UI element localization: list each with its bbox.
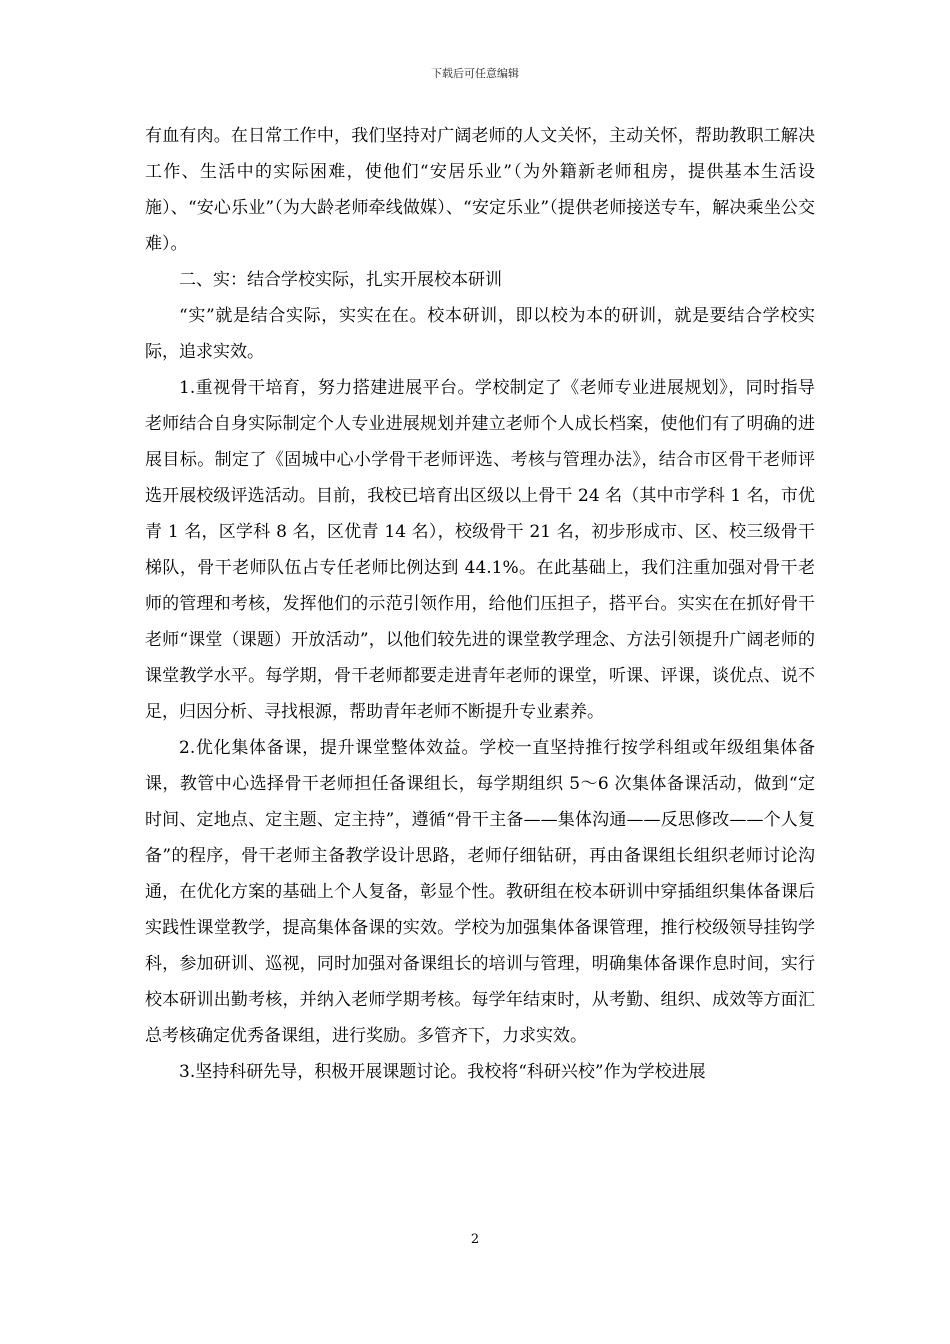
paragraph-4: 1.重视骨干培育，努力搭建进展平台。学校制定了《老师专业进展规划》，同时指导老师结合自身实际制定个人专业进展规划并建立老师个人成长档案，使他们有了明确的进展目标。制定了《固城中心小学骨干老师评选、考核与管理办法》，结合市区骨干老师评选开展校级评选活动。目前，我校已培育出区级以上骨干 24 名（其中市学科 1 名，市优青 1 名，区学科 8 名，区优青 14 名），校级骨干 21 名，初步形成市、区、校三级骨干梯队，骨干老师队伍占专任老师比例达到 44.1%。在此基础上，我们注重加强对骨干老师的管理和考核，发挥他们的示范引领作用，给他们压担子，搭平台。实实在在抓好骨干老师“课堂（课题）开放活动”，以他们较先进的课堂教学理念、方法引领提升广阔老师的课堂教学水平。每学期，骨干老师都要走进青年老师的课堂，听课、评课，谈优点、说不足，归因分析、寻找根源，帮助青年老师不断提升专业素养。 [145, 378, 815, 722]
paragraph-6: 3.坚持科研先导，积极开展课题讨论。我校将“科研兴校”作为学校进展 [179, 1062, 706, 1082]
paragraph-3: “实”就是结合实际，实实在在。校本研训，即以校为本的研训，就是要结合学校实际，追求实效。 [145, 306, 815, 362]
section-heading: 二、实：结合学校实际，扎实开展校本研训 [179, 270, 502, 290]
document-body [145, 118, 815, 1090]
paragraph-5: 2.优化集体备课，提升课堂整体效益。学校一直坚持推行按学科组或年级组集体备课，教管中心选择骨干老师担任备课组长，每学期组织 5～6 次集体备课活动，做到“定时间、定地点、定主题、定主持”，遵循“骨干主备——集体沟通——反思修改——个人复备”的程序，骨干老师主备教学设计思路，老师仔细钻研，再由备课组长组织老师讨论沟通，在优化方案的基础上个人复备，彰显个性。教研组在校本研训中穿插组织集体备课后实践性课堂教学，提高集体备课的实效。学校为加强集体备课管理，推行校级领导挂钩学科，参加研训、巡视，同时加强对备课组长的培训与管理，明确集体备课作息时间，实行校本研训出勤考核，并纳入老师学期考核。每学年结束时，从考勤、组织、成效等方面汇总考核确定优秀备课组，进行奖励。多管齐下，力求实效。 [145, 738, 815, 1046]
paragraph-1: 有血有肉。在日常工作中，我们坚持对广阔老师的人文关怀，主动关怀，帮助教职工解决工作、生活中的实际困难，使他们“安居乐业”（为外籍新老师租房，提供基本生活设施）、“安心乐业”（为大龄老师牵线做媒）、“安定乐业”（提供老师接送专车，解决乘坐公交难）。 [145, 126, 815, 254]
page-header: 下载后可任意编辑 [431, 67, 519, 80]
page-number: 2 [470, 1232, 480, 1247]
